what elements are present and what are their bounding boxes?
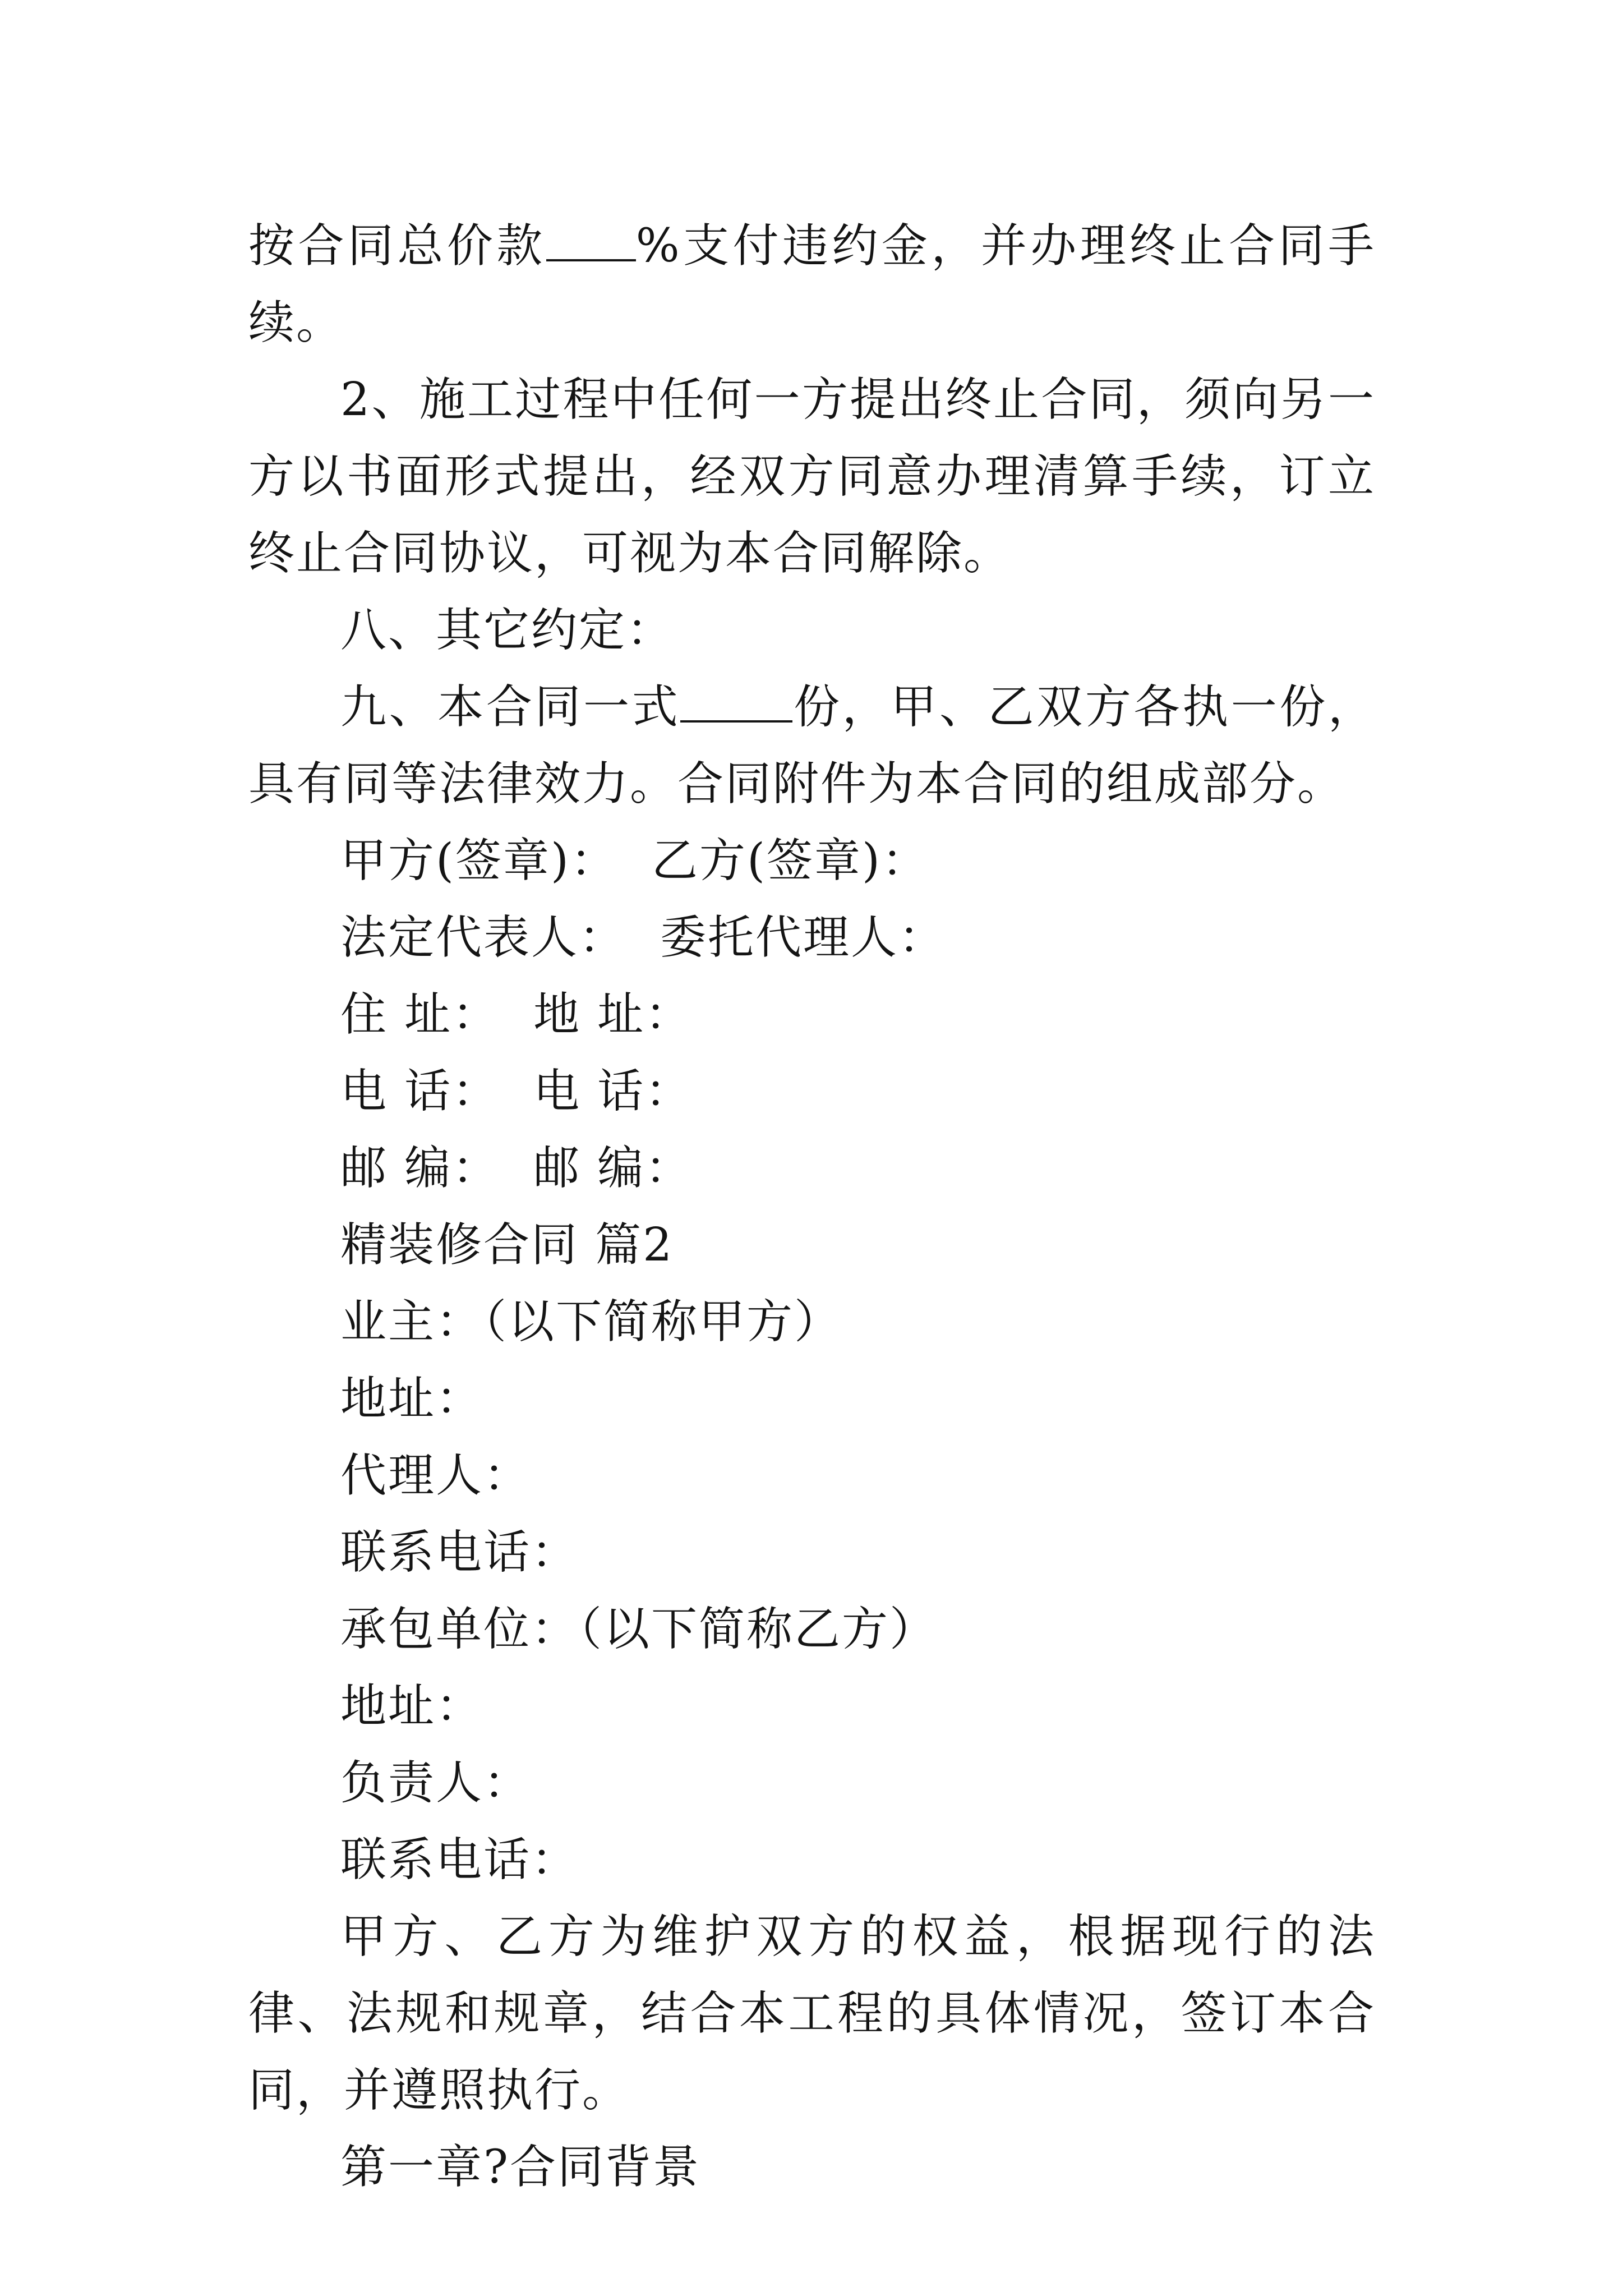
authorized-agent-label: 委托代理人： <box>660 911 947 964</box>
party-b-address-label: 地 址： <box>533 988 693 1041</box>
signature-row-seal <box>248 822 1376 899</box>
owner-agent-line: 代理人： <box>340 1449 532 1502</box>
party-a-postcode-label: 邮 编： <box>340 1142 500 1195</box>
party-b-postcode-label: 邮 编： <box>533 1142 693 1195</box>
termination-clause: 2、施工过程中任何一方提出终止合同，须向另一方以书面形式提出，经双方同意办理清算手续，订立终止合同协议，可视为本合同解除。 <box>248 373 1376 580</box>
signature-row-postcode <box>248 1130 1376 1207</box>
owner-address-line: 地址： <box>340 1372 484 1425</box>
copies-text-before: 九、本合同一式 <box>340 680 681 734</box>
party-b-seal-label: 乙方(签章)： <box>651 834 929 887</box>
penalty-text-before: 按合同总价款 <box>248 219 546 273</box>
other-agreements-heading: 八、其它约定： <box>340 604 675 657</box>
party-b-phone-label: 电 话： <box>533 1065 693 1118</box>
signature-row-address <box>248 976 1376 1053</box>
party-a-address-label: 住 址： <box>340 988 500 1041</box>
signature-row-phone <box>248 1053 1376 1130</box>
chapter-one-heading: 第一章?合同背景 <box>340 2141 700 2194</box>
owner-line: 业主：（以下简称甲方） <box>340 1295 842 1349</box>
copies-text-after: 份，甲、乙双方各执一份，具有同等法律效力。合同附件为本合同的组成部分。 <box>248 680 1376 811</box>
signature-row-representative <box>248 899 1376 976</box>
copies-clause <box>248 669 1376 822</box>
preamble-paragraph: 甲方、乙方为维护双方的权益，根据现行的法律、法规和规章，结合本工程的具体情况，签订本合同，并遵照执行。 <box>248 1910 1376 2117</box>
section-title: 精装修合同 篇2 <box>340 1218 674 1272</box>
contractor-address-line: 地址： <box>340 1680 484 1733</box>
party-a-phone-label: 电 话： <box>340 1065 500 1118</box>
owner-phone-line: 联系电话： <box>340 1526 579 1579</box>
party-a-seal-label: 甲方(签章)： <box>340 834 618 887</box>
penalty-clause-end <box>248 208 1376 361</box>
copies-count-blank <box>680 679 792 723</box>
contractor-line: 承包单位：（以下简称乙方） <box>340 1603 938 1656</box>
legal-representative-label: 法定代表人： <box>340 911 627 964</box>
penalty-percent-blank <box>546 218 636 261</box>
penalty-text-after: %支付违约金，并办理终止合同手续。 <box>248 219 1376 349</box>
document-body <box>248 208 1376 2206</box>
contractor-phone-line: 联系电话： <box>340 1833 579 1887</box>
contractor-head-line: 负责人： <box>340 1756 532 1810</box>
